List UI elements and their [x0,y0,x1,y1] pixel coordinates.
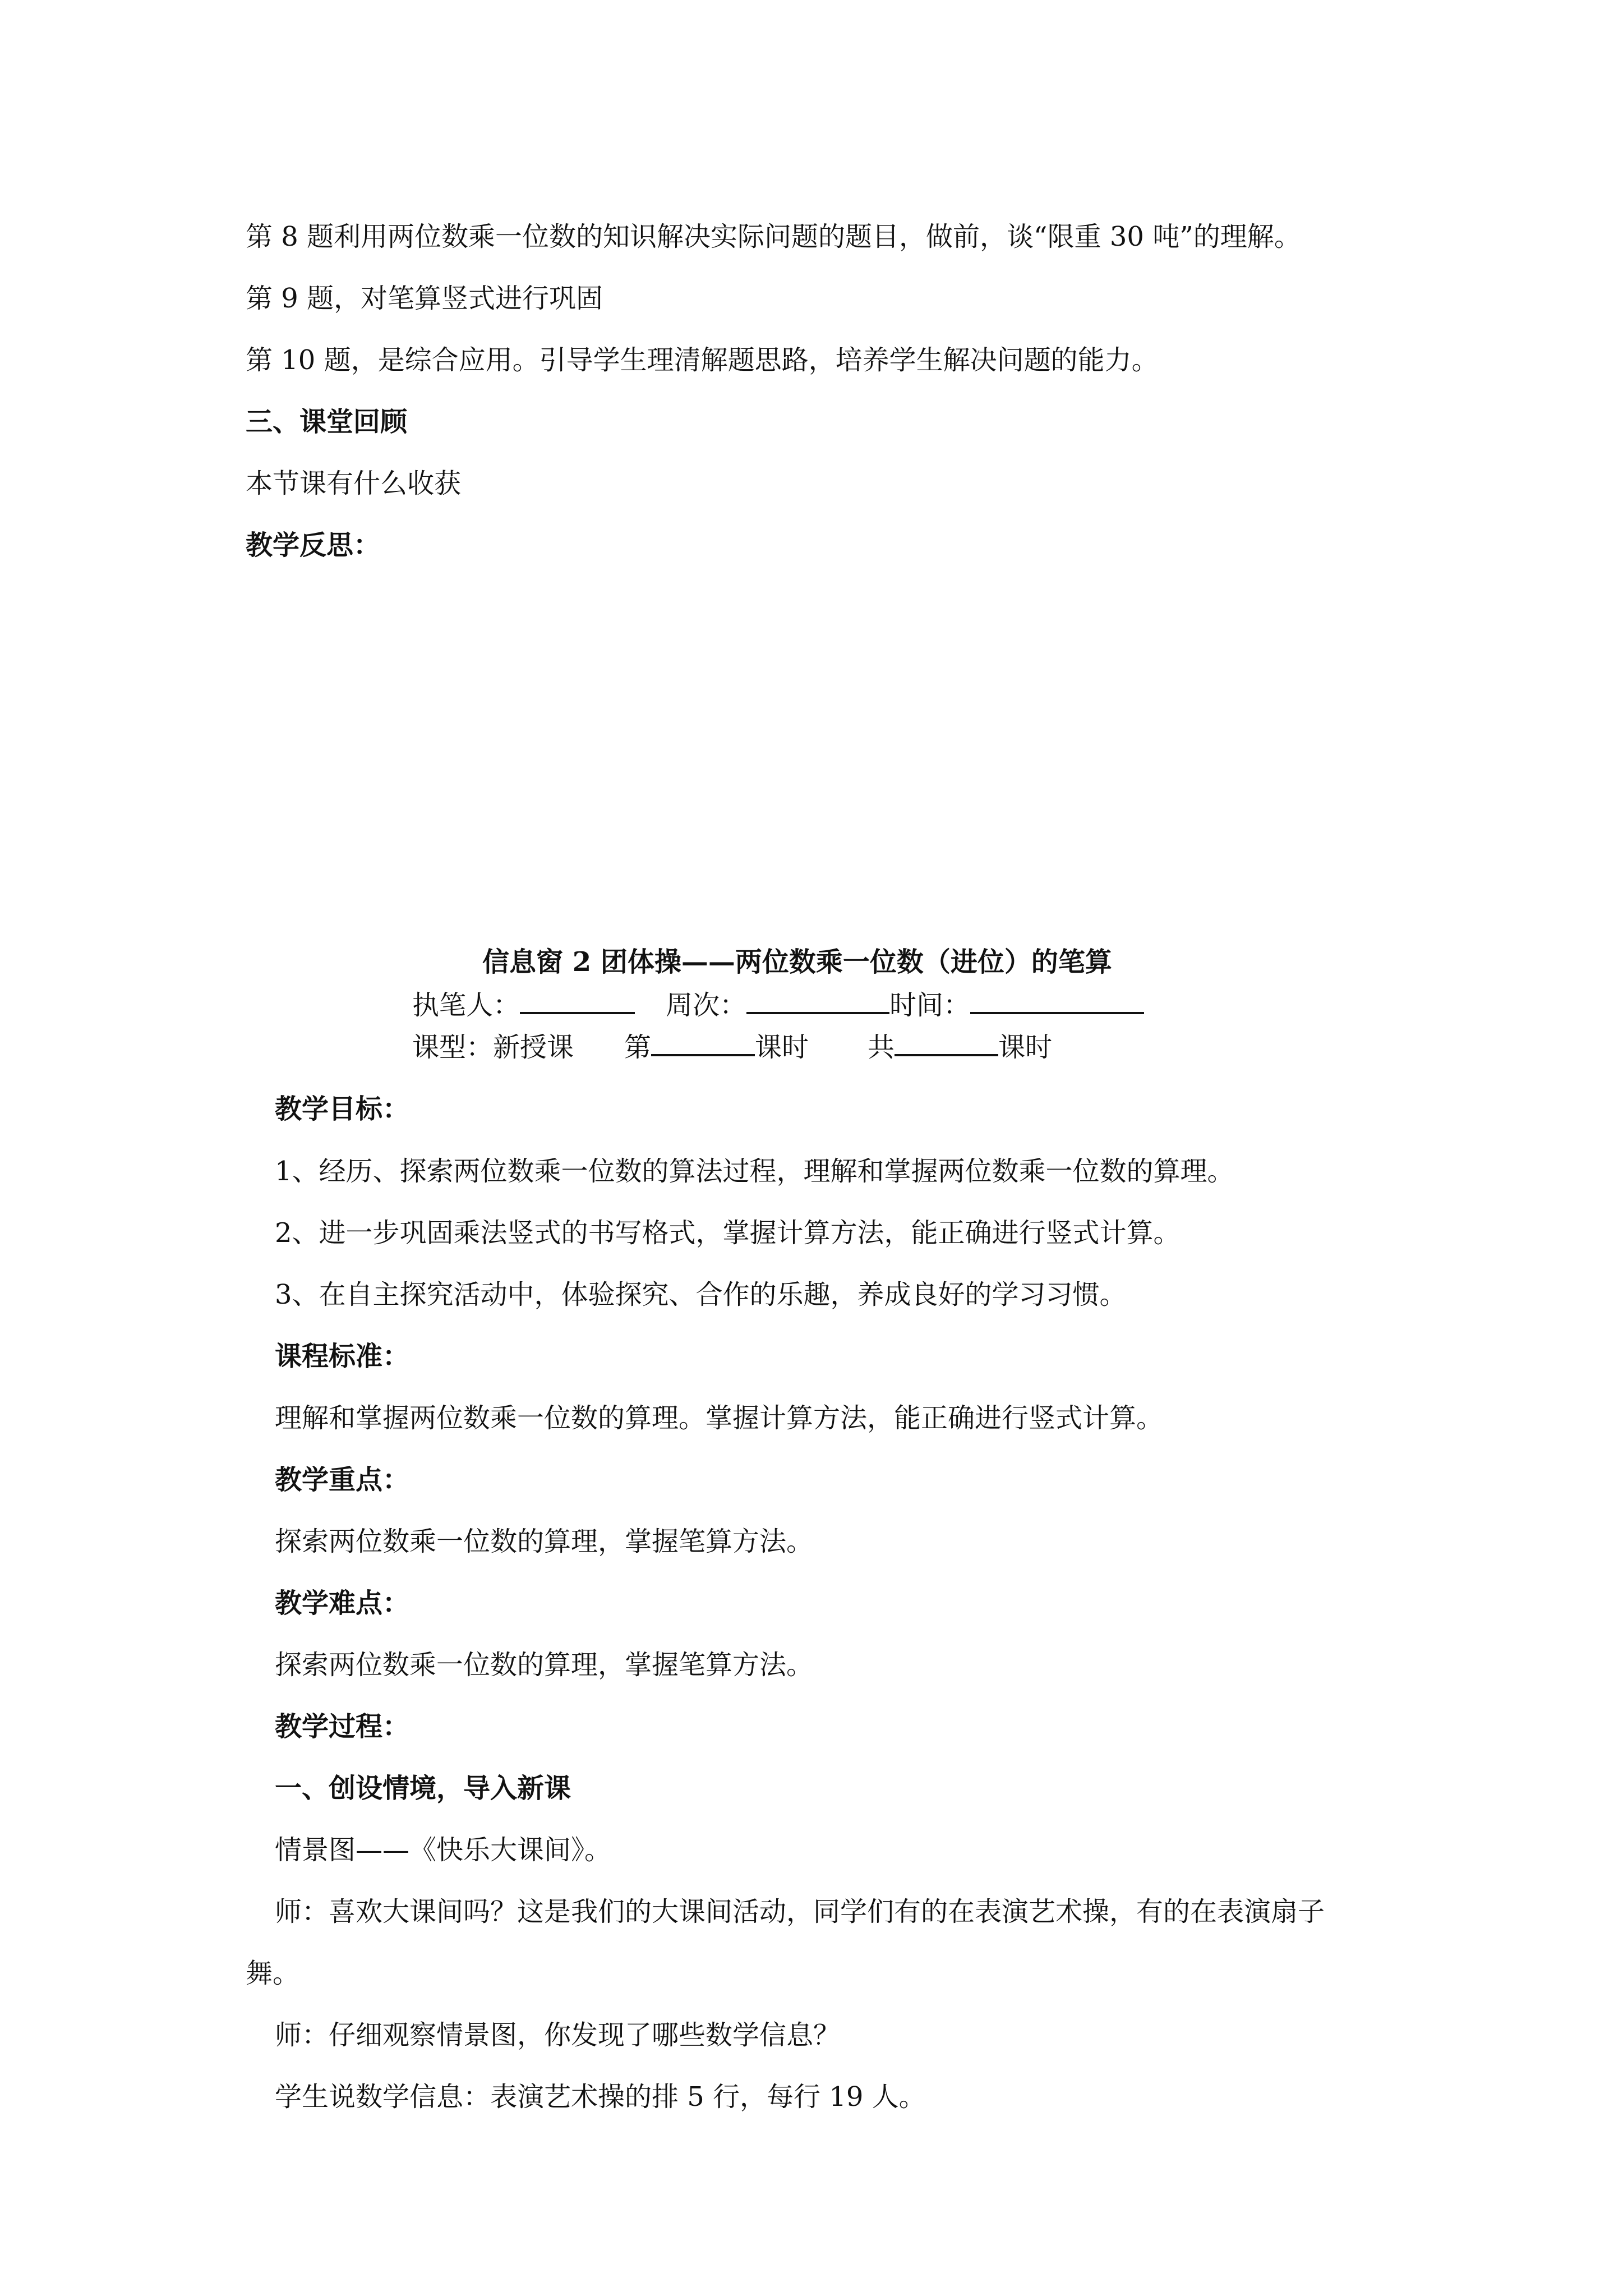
lesson-type-line [412,1029,1052,1064]
key-point-heading: 教学重点： [275,1464,410,1496]
objectives-heading: 教学目标： [275,1093,410,1125]
total-suffix: 课时 [998,1032,1053,1063]
total-prefix: 共 [868,1032,895,1063]
standard-text: 理解和掌握两位数乘一位数的算理。掌握计算方法，能正确进行竖式计算。 [275,1402,1164,1434]
teacher-line-cont: 舞。 [246,1958,300,1989]
period-suffix: 课时 [755,1032,809,1063]
process-heading: 教学过程： [275,1711,410,1742]
difficulty-heading: 教学难点： [275,1588,410,1619]
time-label: 时间： [889,990,971,1021]
objective-item: 2、进一步巩固乘法竖式的书写格式，掌握计算方法，能正确进行竖式计算。 [275,1217,1181,1249]
q9-note: 第 9 题，对笔算竖式进行巩固 [246,283,603,314]
teacher-line: 师：仔细观察情景图，你发现了哪些数学信息？ [275,2019,841,2051]
section1-heading: 一、创设情境，导入新课 [275,1773,571,1804]
week-label: 周次： [666,990,747,1021]
review-heading: 三、课堂回顾 [246,406,408,438]
standard-heading: 课程标准： [275,1341,410,1372]
author-blank [520,987,635,1014]
difficulty-text: 探索两位数乘一位数的算理，掌握笔算方法。 [275,1649,814,1681]
scene-text: 情景图——《快乐大课间》。 [275,1834,612,1866]
teacher-line: 师：喜欢大课间吗？这是我们的大课间活动，同学们有的在表演艺术操，有的在表演扇子 [275,1896,1325,1927]
objective-item: 3、在自主探究活动中，体验探究、合作的乐趣，养成良好的学习习惯。 [275,1279,1127,1310]
q10-note: 第 10 题，是综合应用。引导学生理清解题思路，培养学生解决问题的能力。 [246,344,1159,376]
key-point-text: 探索两位数乘一位数的算理，掌握笔算方法。 [275,1526,814,1557]
lesson-meta-line [412,987,1144,1022]
q8-note: 第 8 题利用两位数乘一位数的知识解决实际问题的题目，做前，谈“限重 30 吨”的理解。 [246,221,1301,252]
time-blank [970,987,1144,1014]
period-blank [651,1029,755,1056]
period-prefix: 第 [624,1032,652,1063]
total-blank [895,1029,998,1056]
student-line: 学生说数学信息：表演艺术操的排 5 行，每行 19 人。 [275,2081,926,2113]
lesson-type: 课型：新授课 [412,1032,574,1063]
objective-item: 1、经历、探索两位数乘一位数的算法过程，理解和掌握两位数乘一位数的算理。 [275,1156,1234,1187]
lesson-title: 信息窗 2 团体操——两位数乘一位数（进位）的笔算 [482,946,1112,978]
review-text: 本节课有什么收获 [246,468,462,499]
week-blank [746,987,889,1014]
reflection-heading: 教学反思： [246,530,381,561]
author-label: 执笔人： [412,990,520,1021]
